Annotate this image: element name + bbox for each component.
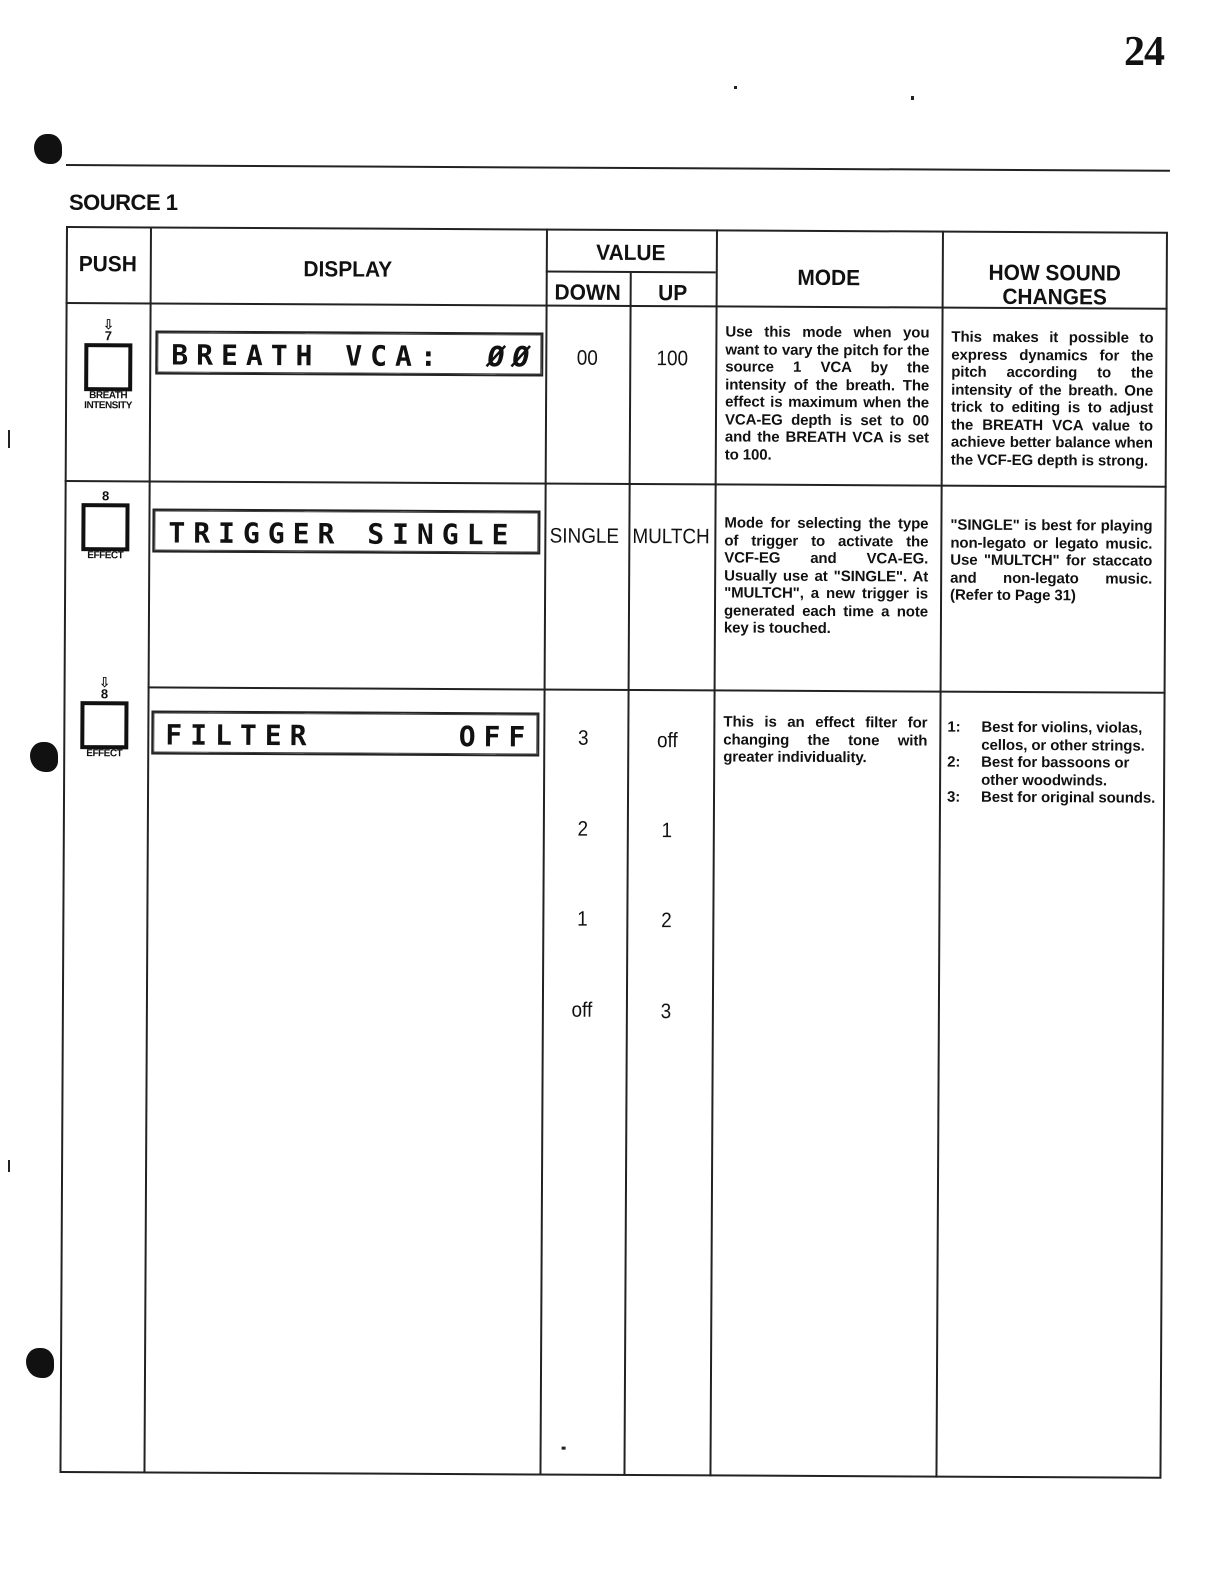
push-key-number: 7 <box>104 328 113 344</box>
key-square-icon <box>81 503 129 551</box>
value-up: 2 <box>661 909 672 933</box>
punch-hole-bottom <box>26 1348 54 1378</box>
push-key-caption: BREATH <box>89 390 128 402</box>
header-push: PUSH <box>78 251 137 277</box>
down-arrow-icon: ⇩ <box>102 316 115 333</box>
header-how-line2: CHANGES <box>1002 283 1107 310</box>
mode-description: This is an effect filter for changing the tone with greater individuality. <box>723 713 928 767</box>
how-sound-changes-description: "SINGLE" is best for playing non-legato or legato music. Use "MULTCH" for staccato and non-legato music. (Refer to Page 31) <box>950 516 1153 605</box>
header-up: UP <box>658 280 688 306</box>
list-item: 1: Best for violins, violas, cellos, or other strings. <box>947 718 1145 755</box>
lcd-text: TRIGGER SINGLE <box>168 516 517 552</box>
punch-hole-middle <box>30 742 58 772</box>
lcd-display-breath-vca <box>155 330 543 376</box>
down-arrow-icon: ⇩ <box>98 674 111 691</box>
header-how-sound-changes <box>947 261 1162 310</box>
push-key-number: 8 <box>100 686 109 702</box>
value-up: MULTCH <box>632 524 710 549</box>
punch-hole-top <box>34 134 62 164</box>
margin-mark <box>911 96 914 100</box>
header-mode: MODE <box>797 264 861 291</box>
lcd-value: ØØ <box>487 340 538 374</box>
value-down: off <box>571 998 593 1022</box>
lcd-value: OFF <box>458 720 534 754</box>
header-display: DISPLAY <box>303 256 393 282</box>
margin-mark <box>8 430 10 448</box>
push-key-caption: EFFECT <box>86 748 123 760</box>
value-down: 00 <box>576 346 598 370</box>
margin-mark <box>8 1160 10 1172</box>
value-down: 3 <box>578 726 589 750</box>
value-up: 1 <box>661 819 673 843</box>
section-title: SOURCE 1 <box>69 190 178 215</box>
value-up: off <box>656 729 678 753</box>
mode-description: Mode for selecting the type of trigger to activate the VCF-EG and VCA-EG. Usually use at "SINGLE". At "MULTCH", a new trigger is generated each time a note key is touched. <box>723 514 929 638</box>
how-sound-changes-description: This makes it possible to express dynamics for the pitch according to the intensity of the breath. One trick to editing is to adjust the BREATH VCA value to achieve better balance when the VCF-EG depth is strong. <box>950 328 1154 470</box>
header-rule <box>66 164 1170 172</box>
push-key-effect-trigger[interactable] <box>64 490 146 561</box>
ink-dot <box>562 1447 566 1450</box>
push-key-caption: INTENSITY <box>84 400 132 412</box>
value-up: 100 <box>656 347 689 371</box>
list-item: 2: Best for bassoons or other woodwinds. <box>947 753 1130 789</box>
header-value: VALUE <box>596 239 666 266</box>
push-key-number: 8 <box>101 488 110 504</box>
value-down: SINGLE <box>549 524 620 548</box>
key-square-icon <box>84 343 132 391</box>
push-key-caption: EFFECT <box>87 550 124 562</box>
page-number: 24 <box>1124 29 1164 75</box>
source-table <box>59 226 1168 1479</box>
mode-description: Use this mode when you want to vary the pitch for the source 1 VCA by the intensity of the breath. The effect is maximum when the VCA-EG depth is set to 00 and the BREATH VCA is set to 100. <box>724 323 930 464</box>
lcd-text: BREATH VCA: <box>171 338 445 373</box>
list-item: 3: Best for original sounds. <box>946 788 1156 807</box>
margin-mark <box>734 86 737 89</box>
push-key-breath-intensity[interactable] <box>67 318 149 411</box>
lcd-display-filter <box>151 710 539 756</box>
lcd-text: FILTER <box>165 718 315 753</box>
value-down: 1 <box>577 907 588 931</box>
push-key-effect-filter[interactable] <box>63 676 145 759</box>
key-square-icon <box>80 701 128 749</box>
value-up: 3 <box>660 1000 672 1024</box>
how-sound-changes-list <box>947 719 1159 808</box>
lcd-display-trigger <box>152 508 540 554</box>
header-down: DOWN <box>554 279 621 305</box>
value-down: 2 <box>577 817 589 841</box>
header-how-line1: HOW SOUND <box>988 259 1122 286</box>
